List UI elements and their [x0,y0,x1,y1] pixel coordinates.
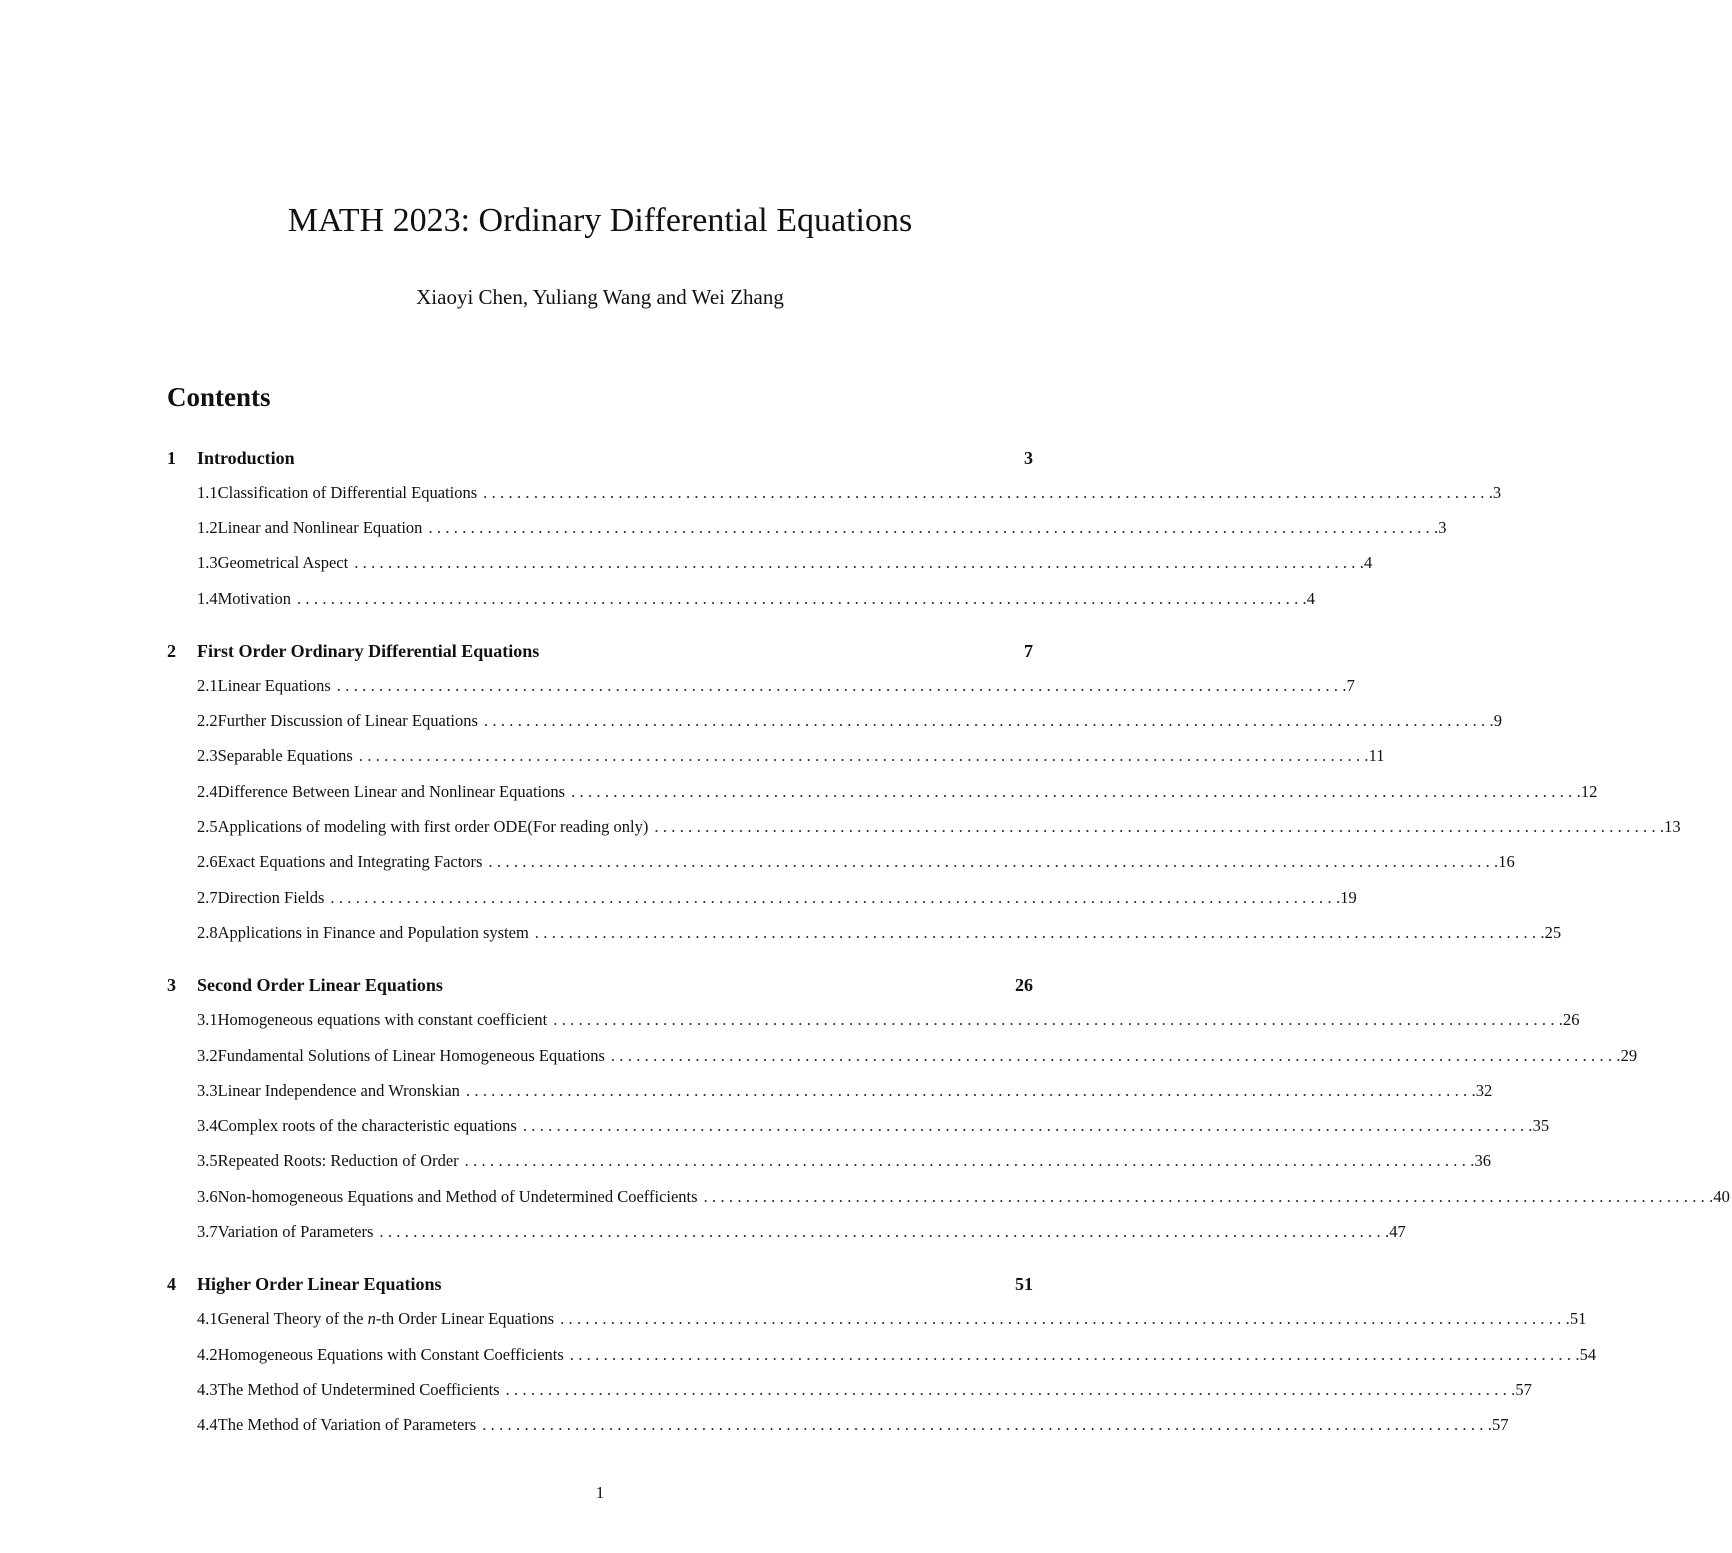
toc-leader-dots: . . . . . . . . . . . . . . . . . . . . . . . . . . . . . . . . . . . . . . . . . . . . . . . . . . . . . . . . . . . . . . . . . . . . . . . . . . . . . . . . . . . . . . . . . . . . . . . . . . . . . . . . . . . . . . . . . . . . . . . . [482,1415,1492,1435]
toc-subsection-3-1[interactable] [167,1003,1580,1038]
toc-subsection-page: 19 [1340,887,1357,907]
toc-subsection-number: 3.4 [197,1116,218,1136]
toc-leader-dots: . . . . . . . . . . . . . . . . . . . . . . . . . . . . . . . . . . . . . . . . . . . . . . . . . . . . . . . . . . . . . . . . . . . . . . . . . . . . . . . . . . . . . . . . . . . . . . . . . . . . . . . . . . . . . . . . . . . . . . . . [379,1221,1390,1241]
toc-subsection-title[interactable]: Linear Independence and Wronskian [217,1080,460,1100]
toc-subsection-title[interactable]: Fundamental Solutions of Linear Homogeneous Equations [217,1045,605,1065]
toc-section-1[interactable] [167,441,1035,475]
toc-subsection-page: 7 [1346,675,1355,695]
toc-section-page: 3 [1024,447,1033,468]
toc-section-page: 7 [1024,640,1033,661]
toc-subsection-number: 2.1 [197,675,218,695]
toc-leader-dots: . . . . . . . . . . . . . . . . . . . . . . . . . . . . . . . . . . . . . . . . . . . . . . . . . . . . . . . . . . . . . . . . . . . . . . . . . . . . . . . . . . . . . . . . . . . . . . . . . . . . . . . . . . . . . . . . . . . . . . . . [571,781,1581,801]
toc-subsection-title[interactable]: Variation of Parameters [217,1221,374,1241]
toc-section-title[interactable]: Second Order Linear Equations [197,975,443,996]
toc-subsection-title[interactable]: Applications of modeling with first order ODE(For reading only) [217,817,649,837]
toc-subsection-number: 1.2 [197,517,218,537]
toc-subsection-page: 16 [1498,852,1515,872]
toc-section-3[interactable] [167,969,1035,1003]
toc-subsection-number: 2.8 [197,922,218,942]
toc-leader-dots: . . . . . . . . . . . . . . . . . . . . . . . . . . . . . . . . . . . . . . . . . . . . . . . . . . . . . . . . . . . . . . . . . . . . . . . . . . . . . . . . . . . . . . . . . . . . . . . . . . . . . . . . . . . . . . . . . . . . . . . . [654,817,1665,837]
toc-subsection-title[interactable]: Complex roots of the characteristic equations [217,1116,517,1136]
toc-subsection-number: 1.4 [197,588,218,608]
toc-subsection-4-2[interactable] [167,1337,1597,1372]
toc-leader-dots: . . . . . . . . . . . . . . . . . . . . . . . . . . . . . . . . . . . . . . . . . . . . . . . . . . . . . . . . . . . . . . . . . . . . . . . . . . . . . . . . . . . . . . . . . . . . . . . . . . . . . . . . . . . . . . . . . . . . . . . . [505,1379,1516,1399]
toc-subsection-number: 4.3 [197,1379,218,1399]
toc-section-4[interactable] [167,1268,1035,1302]
toc-subsection-title[interactable]: Direction Fields [217,887,325,907]
toc-subsection-page: 35 [1532,1116,1550,1136]
toc-subsection-page: 51 [1569,1309,1587,1329]
toc-subsection-page: 57 [1491,1415,1509,1435]
toc-subsection-title[interactable]: Homogeneous equations with constant coefficient [217,1010,548,1030]
toc-subsection-1-1[interactable] [167,475,1502,510]
toc-subsection-number: 1.3 [197,553,218,573]
toc-subsection-page: 25 [1544,922,1562,942]
toc-subsection-title[interactable]: The Method of Variation of Parameters [217,1415,477,1435]
toc-subsection-title[interactable]: Separable Equations [217,746,353,766]
toc-subsection-title[interactable]: Applications in Finance and Population system [217,922,529,942]
toc-subsection-page: 4 [1306,588,1315,608]
toc-subsection-title[interactable]: Motivation [217,588,291,608]
toc-subsection-2-8[interactable] [167,915,1562,950]
toc-subsection-number: 3.5 [197,1151,218,1171]
toc-subsection-number: 3.6 [197,1186,218,1206]
toc-section-number: 3 [167,975,176,996]
toc-subsection-number: 3.2 [197,1045,218,1065]
toc-subsection-title[interactable]: Homogeneous Equations with Constant Coefficients [217,1344,564,1364]
toc-subsection-3-2[interactable] [167,1038,1638,1073]
toc-subsection-1-3[interactable] [167,546,1373,581]
toc-section-page: 26 [1015,975,1033,996]
toc-leader-dots: . . . . . . . . . . . . . . . . . . . . . . . . . . . . . . . . . . . . . . . . . . . . . . . . . . . . . . . . . . . . . . . . . . . . . . . . . . . . . . . . . . . . . . . . . . . . . . . . . . . . . . . . . . . . . . . . . . . . . . . . [358,746,1369,766]
toc-subsection-2-6[interactable] [167,845,1515,880]
toc-subsection-title[interactable]: General Theory of the n-th Order Linear Equations [217,1309,555,1329]
document-authors: Xiaoyi Chen, Yuliang Wang and Wei Zhang [416,285,784,309]
toc-subsection-page: 12 [1580,781,1598,801]
toc-subsection-number: 2.4 [197,781,218,801]
toc-subsection-title[interactable]: Linear and Nonlinear Equation [217,517,423,537]
toc-subsection-2-2[interactable] [167,703,1502,738]
toc-subsection-3-6[interactable] [167,1179,1730,1214]
toc-subsection-number: 1.1 [197,482,218,502]
toc-subsection-number: 2.6 [197,852,218,872]
toc-subsection-title[interactable]: Geometrical Aspect [217,553,349,573]
toc-subsection-page: 3 [1438,517,1447,537]
toc-section-2[interactable] [167,634,1035,668]
toc-leader-dots: . . . . . . . . . . . . . . . . . . . . . . . . . . . . . . . . . . . . . . . . . . . . . . . . . . . . . . . . . . . . . . . . . . . . . . . . . . . . . . . . . . . . . . . . . . . . . . . . . . . . . . . . . . . . . . . . . . . . . . . . [488,852,1499,872]
toc-leader-dots: . . . . . . . . . . . . . . . . . . . . . . . . . . . . . . . . . . . . . . . . . . . . . . . . . . . . . . . . . . . . . . . . . . . . . . . . . . . . . . . . . . . . . . . . . . . . . . . . . . . . . . . . . . . . . . . . . . . . . . . . [483,482,1493,502]
toc-subsection-page: 3 [1492,482,1502,502]
toc-subsection-2-4[interactable] [167,774,1598,809]
toc-section-title[interactable]: Introduction [197,447,295,468]
toc-subsection-number: 2.5 [197,817,218,837]
toc-section-title[interactable]: First Order Ordinary Differential Equations [197,640,540,661]
page-number: 1 [595,1483,605,1502]
toc-leader-dots: . . . . . . . . . . . . . . . . . . . . . . . . . . . . . . . . . . . . . . . . . . . . . . . . . . . . . . . . . . . . . . . . . . . . . . . . . . . . . . . . . . . . . . . . . . . . . . . . . . . . . . . . . . . . . . . . . . . . . . . . [330,887,1341,907]
toc-subsection-page: 9 [1493,711,1502,731]
toc-subsection-title[interactable]: Exact Equations and Integrating Factors [217,852,483,872]
toc-section-gap [167,616,1035,634]
toc-subsection-page: 13 [1664,817,1681,837]
toc-leader-dots: . . . . . . . . . . . . . . . . . . . . . . . . . . . . . . . . . . . . . . . . . . . . . . . . . . . . . . . . . . . . . . . . . . . . . . . . . . . . . . . . . . . . . . . . . . . . . . . . . . . . . . . . . . . . . . . . . . . . . . . . [610,1045,1621,1065]
toc-leader-dots: . . . . . . . . . . . . . . . . . . . . . . . . . . . . . . . . . . . . . . . . . . . . . . . . . . . . . . . . . . . . . . . . . . . . . . . . . . . . . . . . . . . . . . . . . . . . . . . . . . . . . . . . . . . . . . . . . . . . . . . . [569,1344,1580,1364]
toc-leader-dots: . . . . . . . . . . . . . . . . . . . . . . . . . . . . . . . . . . . . . . . . . . . . . . . . . . . . . . . . . . . . . . . . . . . . . . . . . . . . . . . . . . . . . . . . . . . . . . . . . . . . . . . . . . . . . . . . . . . . . . . . [336,675,1347,695]
toc-leader-dots: . . . . . . . . . . . . . . . . . . . . . . . . . . . . . . . . . . . . . . . . . . . . . . . . . . . . . . . . . . . . . . . . . . . . . . . . . . . . . . . . . . . . . . . . . . . . . . . . . . . . . . . . . . . . . . . . . . . . . . . . [534,922,1545,942]
toc-subsection-page: 47 [1389,1221,1406,1241]
toc-leader-dots: . . . . . . . . . . . . . . . . . . . . . . . . . . . . . . . . . . . . . . . . . . . . . . . . . . . . . . . . . . . . . . . . . . . . . . . . . . . . . . . . . . . . . . . . . . . . . . . . . . . . . . . . . . . . . . . . . . . . . . . . [703,1186,1714,1206]
toc-leader-dots: . . . . . . . . . . . . . . . . . . . . . . . . . . . . . . . . . . . . . . . . . . . . . . . . . . . . . . . . . . . . . . . . . . . . . . . . . . . . . . . . . . . . . . . . . . . . . . . . . . . . . . . . . . . . . . . . . . . . . . . . [560,1309,1570,1329]
toc-subsection-4-3[interactable] [167,1372,1532,1407]
toc-subsection-2-3[interactable] [167,739,1385,774]
table-of-contents [167,441,1730,1443]
toc-subsection-title[interactable]: Non-homogeneous Equations and Method of Undetermined Coefficients [217,1186,698,1206]
toc-leader-dots: . . . . . . . . . . . . . . . . . . . . . . . . . . . . . . . . . . . . . . . . . . . . . . . . . . . . . . . . . . . . . . . . . . . . . . . . . . . . . . . . . . . . . . . . . . . . . . . . . . . . . . . . . . . . . . . . . . . . . . . . [296,588,1307,608]
toc-subsection-page: 11 [1368,746,1385,766]
toc-subsection-3-5[interactable] [167,1144,1491,1179]
toc-subsection-3-3[interactable] [167,1073,1493,1108]
toc-leader-dots: . . . . . . . . . . . . . . . . . . . . . . . . . . . . . . . . . . . . . . . . . . . . . . . . . . . . . . . . . . . . . . . . . . . . . . . . . . . . . . . . . . . . . . . . . . . . . . . . . . . . . . . . . . . . . . . . . . . . . . . . [428,517,1439,537]
toc-subsection-number: 3.7 [197,1221,218,1241]
toc-subsection-number: 2.7 [197,887,218,907]
toc-subsection-page: 4 [1363,553,1373,573]
toc-subsection-title[interactable]: Difference Between Linear and Nonlinear Equations [217,781,566,801]
toc-subsection-title[interactable]: Classification of Differential Equations [217,482,478,502]
toc-subsection-number: 3.3 [197,1080,218,1100]
toc-section-page: 51 [1015,1274,1033,1295]
toc-subsection-number: 3.1 [197,1010,218,1030]
toc-section-title[interactable]: Higher Order Linear Equations [197,1274,442,1295]
toc-section-number: 1 [167,447,176,468]
toc-subsection-4-1[interactable] [167,1302,1587,1337]
toc-subsection-title[interactable]: Further Discussion of Linear Equations [217,711,478,731]
toc-subsection-page: 36 [1474,1151,1491,1171]
toc-leader-dots: . . . . . . . . . . . . . . . . . . . . . . . . . . . . . . . . . . . . . . . . . . . . . . . . . . . . . . . . . . . . . . . . . . . . . . . . . . . . . . . . . . . . . . . . . . . . . . . . . . . . . . . . . . . . . . . . . . . . . . . . [354,553,1364,573]
toc-leader-dots: . . . . . . . . . . . . . . . . . . . . . . . . . . . . . . . . . . . . . . . . . . . . . . . . . . . . . . . . . . . . . . . . . . . . . . . . . . . . . . . . . . . . . . . . . . . . . . . . . . . . . . . . . . . . . . . . . . . . . . . . [522,1116,1533,1136]
toc-section-gap [167,1250,1035,1268]
toc-subsection-4-4[interactable] [167,1408,1509,1443]
toc-subsection-3-4[interactable] [167,1108,1550,1143]
toc-section-number: 2 [167,640,176,661]
toc-subsection-number: 4.4 [197,1415,218,1435]
toc-subsection-page: 29 [1620,1045,1638,1065]
toc-subsection-page: 32 [1475,1080,1493,1100]
toc-subsection-number: 4.1 [197,1309,218,1329]
toc-subsection-1-2[interactable] [167,510,1447,545]
toc-leader-dots: . . . . . . . . . . . . . . . . . . . . . . . . . . . . . . . . . . . . . . . . . . . . . . . . . . . . . . . . . . . . . . . . . . . . . . . . . . . . . . . . . . . . . . . . . . . . . . . . . . . . . . . . . . . . . . . . . . . . . . . . [464,1151,1475,1171]
toc-subsection-title[interactable]: The Method of Undetermined Coefficients [217,1379,500,1399]
document-title: MATH 2023: Ordinary Differential Equations [287,202,913,239]
toc-subsection-2-7[interactable] [167,880,1357,915]
contents-heading: Contents [167,382,271,412]
toc-section-number: 4 [167,1274,176,1295]
toc-subsection-page: 40 [1713,1186,1730,1206]
toc-subsection-title[interactable]: Linear Equations [217,675,331,695]
toc-subsection-number: 4.2 [197,1344,218,1364]
toc-leader-dots: . . . . . . . . . . . . . . . . . . . . . . . . . . . . . . . . . . . . . . . . . . . . . . . . . . . . . . . . . . . . . . . . . . . . . . . . . . . . . . . . . . . . . . . . . . . . . . . . . . . . . . . . . . . . . . . . . . . . . . . . [465,1080,1476,1100]
toc-leader-dots: . . . . . . . . . . . . . . . . . . . . . . . . . . . . . . . . . . . . . . . . . . . . . . . . . . . . . . . . . . . . . . . . . . . . . . . . . . . . . . . . . . . . . . . . . . . . . . . . . . . . . . . . . . . . . . . . . . . . . . . . [553,1010,1564,1030]
toc-subsection-page: 57 [1515,1379,1532,1399]
toc-subsection-page: 54 [1579,1344,1597,1364]
toc-section-gap [167,951,1035,969]
toc-subsection-1-4[interactable] [167,581,1315,616]
toc-subsection-title[interactable]: Repeated Roots: Reduction of Order [217,1151,459,1171]
toc-subsection-number: 2.2 [197,711,218,731]
toc-subsection-page: 26 [1563,1010,1580,1030]
toc-subsection-2-1[interactable] [167,668,1355,703]
toc-leader-dots: . . . . . . . . . . . . . . . . . . . . . . . . . . . . . . . . . . . . . . . . . . . . . . . . . . . . . . . . . . . . . . . . . . . . . . . . . . . . . . . . . . . . . . . . . . . . . . . . . . . . . . . . . . . . . . . . . . . . . . . . [483,711,1494,731]
toc-subsection-2-5[interactable] [167,809,1681,844]
toc-subsection-number: 2.3 [197,746,218,766]
toc-subsection-3-7[interactable] [167,1214,1406,1249]
